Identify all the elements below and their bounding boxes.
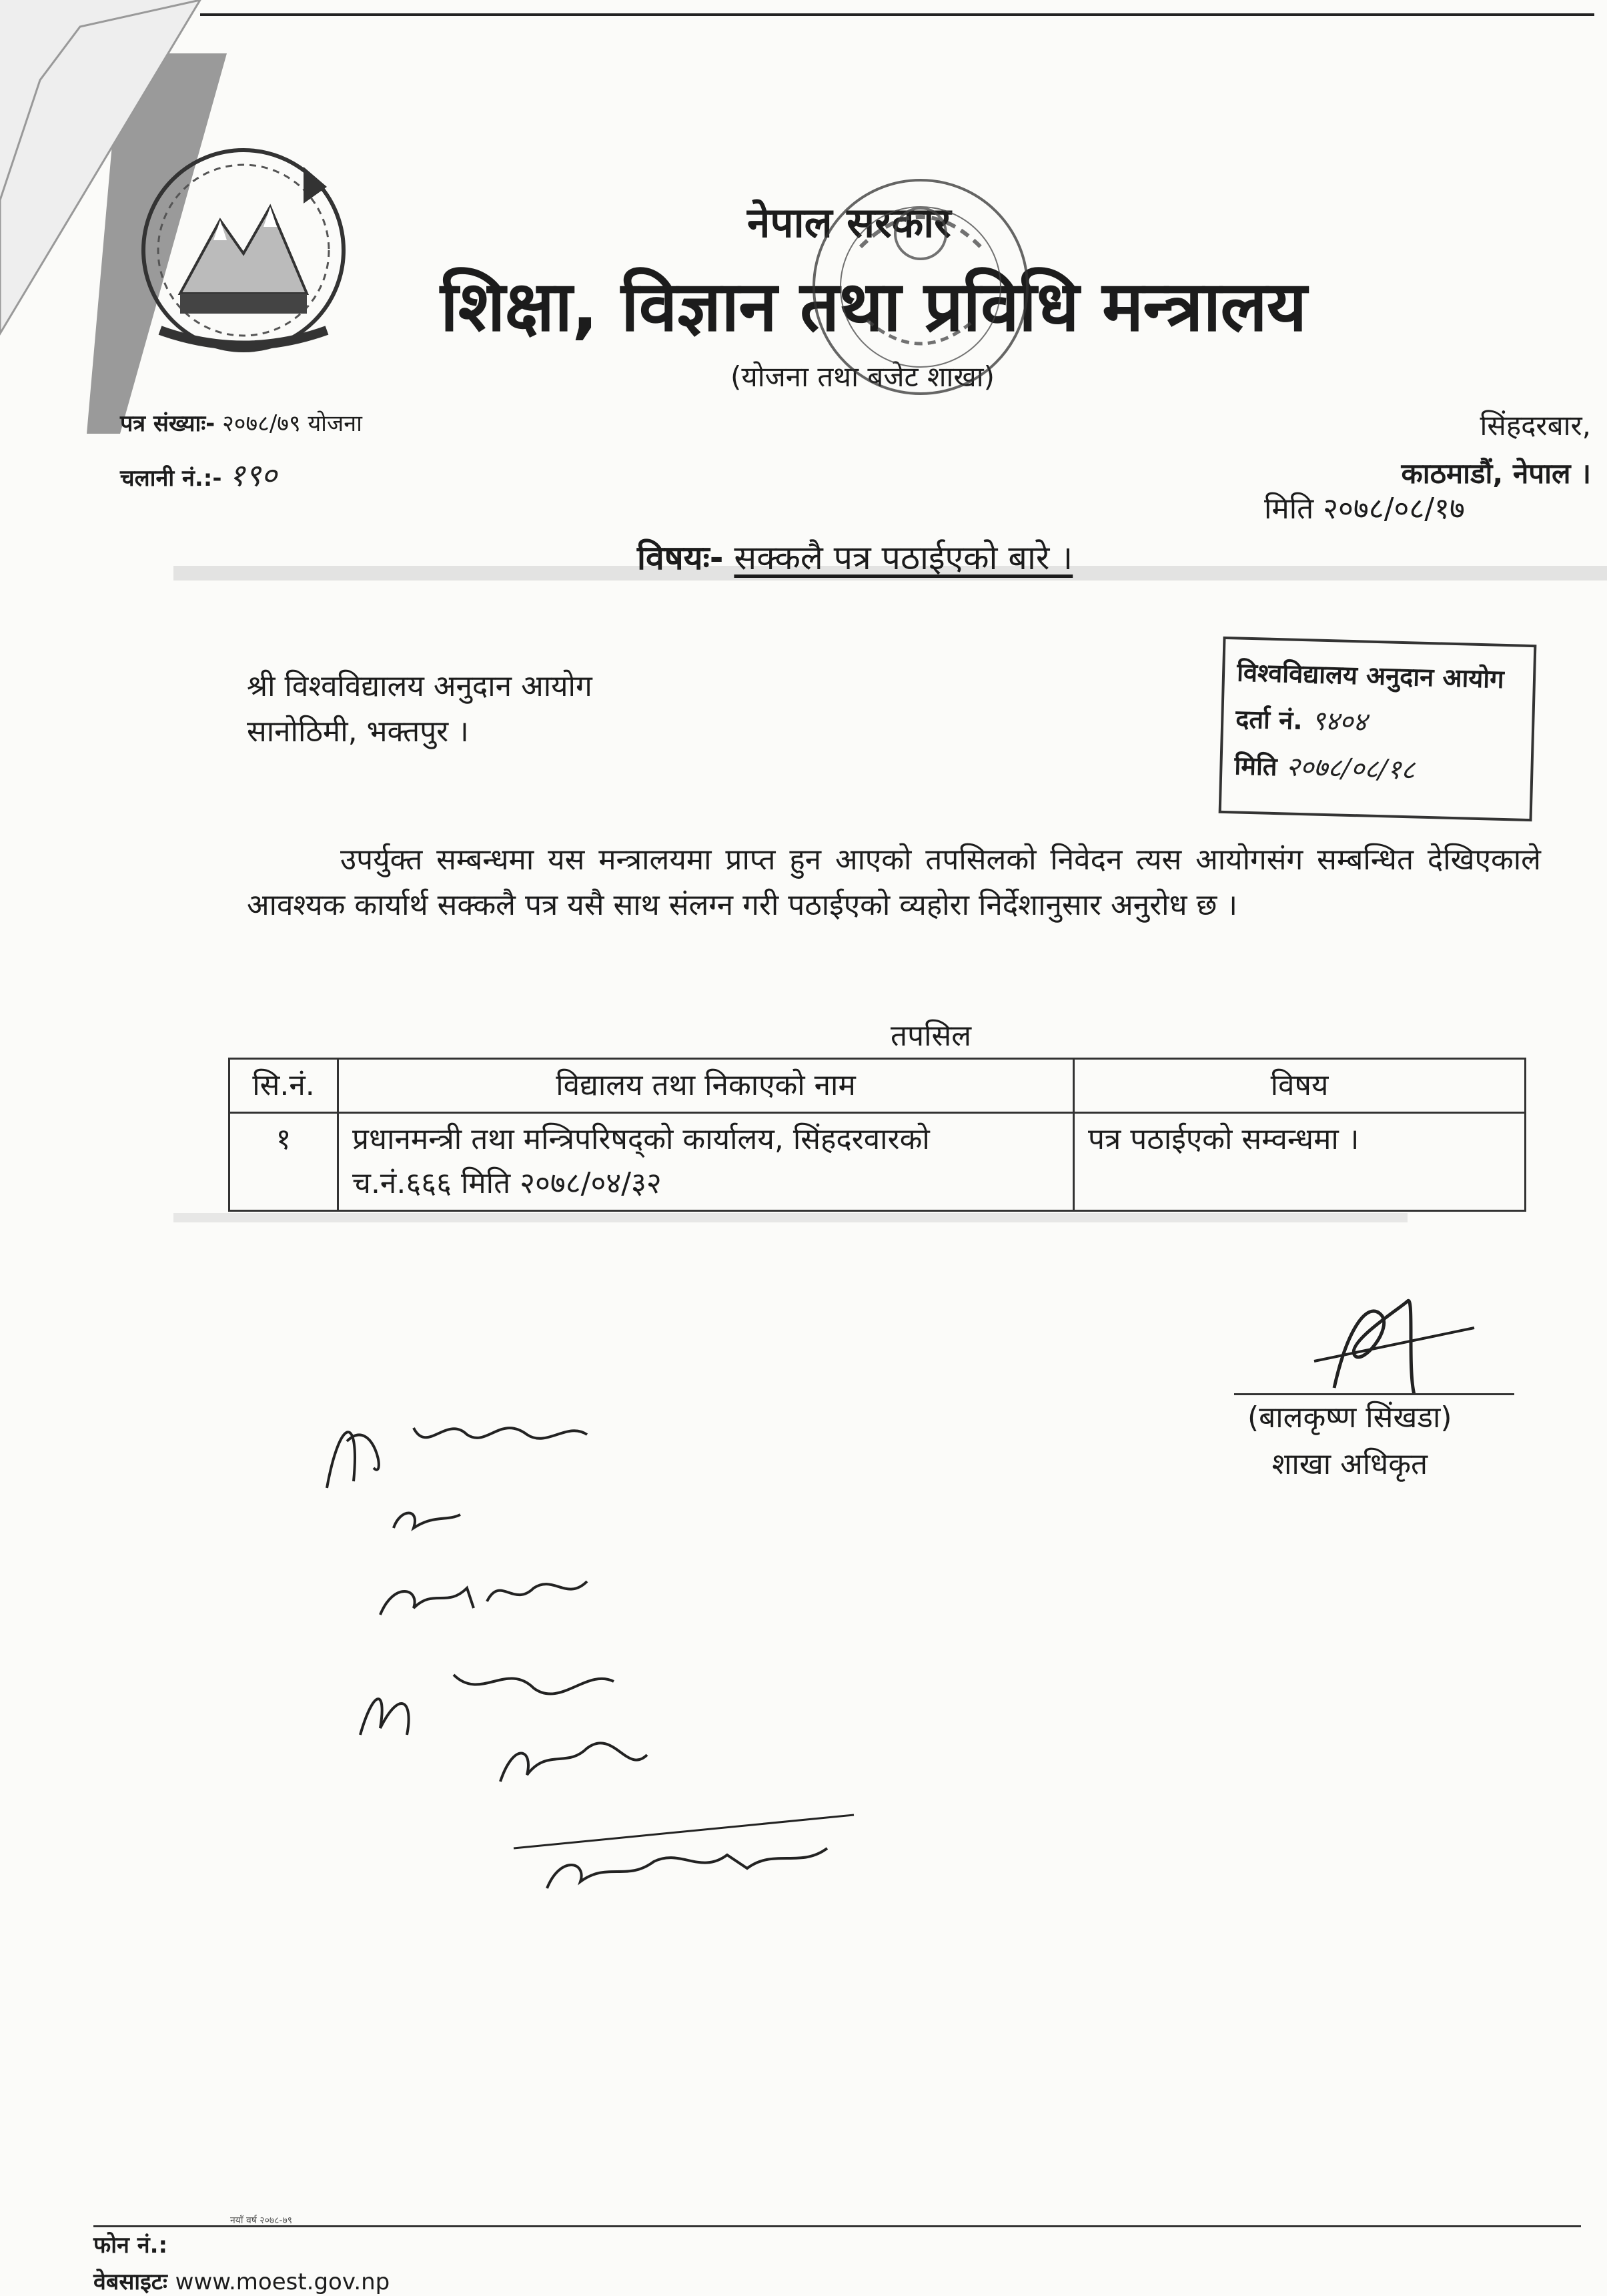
table-row [229, 1113, 1526, 1211]
registration-stamp [1219, 637, 1537, 821]
address-line-1: सिंहदरबार, [1480, 409, 1591, 442]
government-name: नेपाल सरकार [747, 198, 951, 247]
office-seal-stamp [787, 147, 1054, 427]
bottom-rule [93, 2225, 1581, 2227]
handwritten-note [314, 1388, 687, 1641]
section-name: (योजना तथा बजेट शाखा) [730, 360, 995, 393]
signature-mark [1307, 1288, 1481, 1401]
ministry-name: शिक्षा, विज्ञान तथा प्रविधि मन्त्रालय [440, 266, 1307, 347]
col-header-name: विद्यालय तथा निकाएको नाम [338, 1059, 1074, 1113]
signatory [1247, 1395, 1452, 1488]
address-line-2: काठमाडौं, नेपाल । [1401, 457, 1591, 490]
recipient [247, 664, 592, 755]
top-rule [200, 13, 1594, 16]
col-header-sn: सि.नं. [229, 1059, 338, 1113]
signatory-name: (बालकृष्ण सिंखडा) [1247, 1401, 1452, 1435]
col-header-subject: विषय [1074, 1059, 1526, 1113]
handwritten-note [347, 1648, 867, 1902]
recipient-name: श्री विश्वविद्यालय अनुदान आयोग [247, 669, 592, 703]
cell-name: प्रधानमन्त्री तथा मन्त्रिपरिषद्को कार्यालय, सिंहदरवारको च.नं.६६६ मिति २०७८/०४/३२ [338, 1113, 1074, 1211]
table-header-row [229, 1059, 1526, 1113]
subject-line: विषयः- सक्कलै पत्र पठाईएको बारे । [637, 538, 1073, 577]
nepal-emblem-icon [133, 140, 354, 360]
footer-website: वेबसाइटः www.moest.gov.np [93, 2269, 390, 2295]
scan-noise [173, 1208, 1408, 1228]
tapsil-table [228, 1058, 1526, 1212]
chalani-number: चलानी नं.:- १९० [120, 457, 278, 493]
cell-sn: १ [229, 1113, 338, 1211]
footer-small-print: नयाँ वर्ष २०७८-७९ [230, 2215, 293, 2226]
recipient-address: सानोठिमी, भक्तपुर । [247, 715, 469, 749]
patra-sankhya: पत्र संख्याः- २०७८/७९ योजना [120, 410, 362, 437]
table-caption: तपसिल [891, 1019, 972, 1053]
letter-date: मिति २०७८/०८/१७ [1264, 492, 1465, 526]
website-link[interactable]: www.moest.gov.np [175, 2269, 390, 2295]
stamp-title: विश्वविद्यालय अनुदान आयोग [1236, 657, 1505, 694]
cell-subject: पत्र पठाईएको सम्वन्धमा । [1074, 1113, 1526, 1211]
signatory-title: शाखा अधिकृत [1271, 1447, 1428, 1481]
letter-body: उपर्युक्त सम्बन्धमा यस मन्त्रालयमा प्राप्त हुन आएको तपसिलको निवेदन त्यस आयोगसंग सम्बन्धित देखिएकाले आवश्यक कार्यार्थ सक्कलै पत्र यसै साथ संलग्न गरी पठाईएको व्यहोरा निर्देशानुसार अनुरोध छ । [247, 843, 1541, 922]
stamp-darta: दर्ता नं. ९४०४ [1235, 704, 1368, 738]
stamp-miti: मिति २०७८/०८/१८ [1233, 751, 1416, 786]
footer-phone-label: फोन नं.: [93, 2232, 168, 2259]
